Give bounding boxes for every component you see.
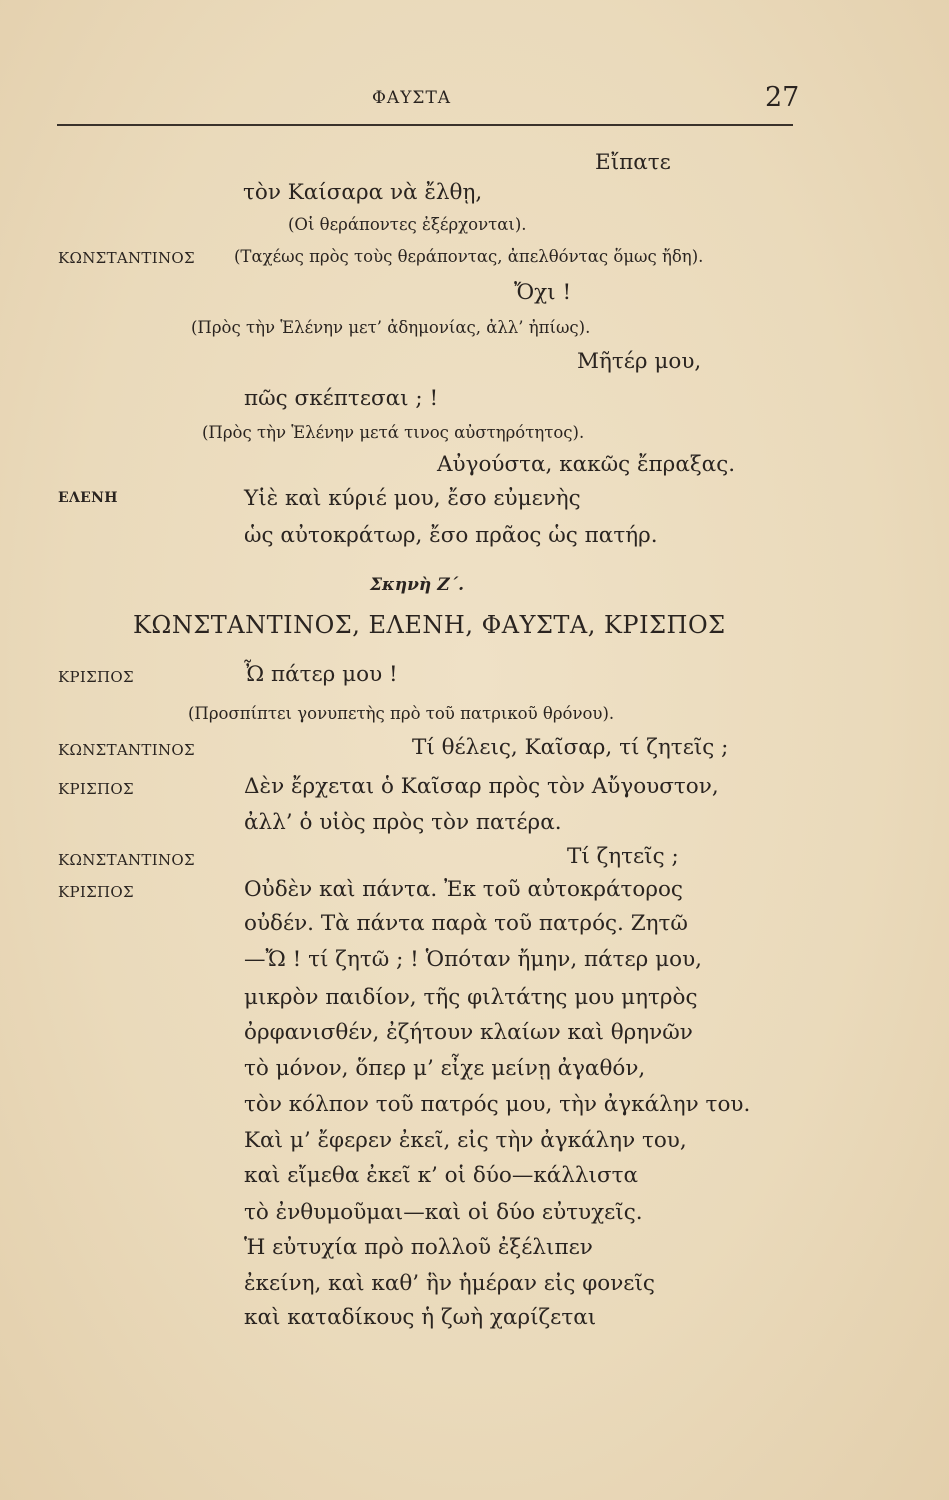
speaker-name: ΚΩΝΣΤΑΝΤΙΝΟΣ [58,249,195,267]
verse-line: καὶ καταδίκους ἡ ζωὴ χαρίζεται [244,1305,597,1330]
verse-line: τὸ ἐνθυμοῦμαι—καὶ οἱ δύο εὐτυχεῖς. [244,1200,643,1225]
stage-direction: (Πρὸς τὴν Ἑλένην μετ’ ἀδημονίας, ἀλλ’ ἠπίως). [191,318,591,337]
verse-line: Οὐδὲν καὶ πάντα. Ἐκ τοῦ αὐτοκράτορος [244,877,683,902]
verse-line: ὡς αὐτοκράτωρ, ἔσο πρᾶος ὡς πατήρ. [244,523,658,548]
verse-line: Αὐγούστα, κακῶς ἔπραξας. [437,452,736,477]
stage-direction: (Πρὸς τὴν Ἑλένην μετά τινος αὐστηρότητος). [202,423,585,442]
verse-line: τὸν Καίσαρα νὰ ἔλθῃ, [243,180,483,205]
speaker-name: ΚΩΝΣΤΑΝΤΙΝΟΣ [58,741,195,759]
verse-line: ἀλλ’ ὁ υἱὸς πρὸς τὸν πατέρα. [244,810,562,835]
verse-line: —Ὤ ! τί ζητῶ ; ! Ὁπόταν ἤμην, πάτερ μου, [244,947,702,972]
verse-line: Μῆτέρ μου, [577,349,702,374]
verse-line: ἐκείνη, καὶ καθ’ ἣν ἡμέραν εἰς φονεῖς [244,1271,655,1296]
stage-direction: (Ταχέως πρὸς τοὺς θεράποντας, ἀπελθόντας ὅμως ἤδη). [234,247,704,266]
verse-line: Εἴπατε [595,150,671,175]
verse-line: πῶς σκέπτεσαι ; ! [244,386,439,411]
verse-line: καὶ εἴμεθα ἐκεῖ κ’ οἱ δύο—κάλλιστα [244,1163,639,1188]
speaker-name: ΚΡΙΣΠΟΣ [58,883,134,901]
verse-line: μικρὸν παιδίον, τῆς φιλτάτης μου μητρὸς [244,985,698,1010]
speaker-name: ΚΡΙΣΠΟΣ [58,668,134,686]
speaker-name: ΚΩΝΣΤΑΝΤΙΝΟΣ [58,851,195,869]
scene-cast-list: ΚΩΝΣΤΑΝΤΙΝΟΣ, ΕΛΕΝΗ, ΦΑΥΣΤΑ, ΚΡΙΣΠΟΣ [133,611,726,639]
verse-line: τὸν κόλπον τοῦ πατρός μου, τὴν ἀγκάλην του. [244,1092,751,1117]
verse-line: τὸ μόνον, ὅπερ μ’ εἶχε μείνῃ ἀγαθόν, [244,1056,646,1081]
header-rule [57,124,793,126]
verse-line: ὀρφανισθέν, ἐζήτουν κλαίων καὶ θρηνῶν [244,1020,693,1045]
stage-direction: (Προσπίπτει γονυπετὴς πρὸ τοῦ πατρικοῦ θρόνου). [188,704,615,723]
speaker-name: ΕΛΕΝΗ [58,490,118,506]
stage-direction: (Οἱ θεράποντες ἐξέρχονται). [288,215,527,234]
verse-line: Ἡ εὐτυχία πρὸ πολλοῦ ἐξέλιπεν [244,1235,593,1260]
page-number: 27 [765,82,800,113]
verse-line: Υἱὲ καὶ κύριέ μου, ἔσο εὐμενὴς [244,486,581,511]
running-header-title: ΦΑΥΣΤΑ [372,88,452,108]
speaker-name: ΚΡΙΣΠΟΣ [58,780,134,798]
verse-line: Ὄχι ! [514,280,572,305]
verse-line: οὐδέν. Τὰ πάντα παρὰ τοῦ πατρός. Ζητῶ [244,911,688,936]
verse-line: Τί θέλεις, Καῖσαρ, τί ζητεῖς ; [412,735,729,760]
verse-line: Τί ζητεῖς ; [567,844,679,869]
verse-line: Δὲν ἔρχεται ὁ Καῖσαρ πρὸς τὸν Αὔγουστον, [244,774,719,799]
verse-line: Ὦ πάτερ μου ! [244,662,398,687]
verse-line: Καὶ μ’ ἔφερεν ἐκεῖ, εἰς τὴν ἀγκάλην του, [244,1128,687,1153]
scene-heading: Σκηνὴ Ζ΄. [370,575,465,595]
